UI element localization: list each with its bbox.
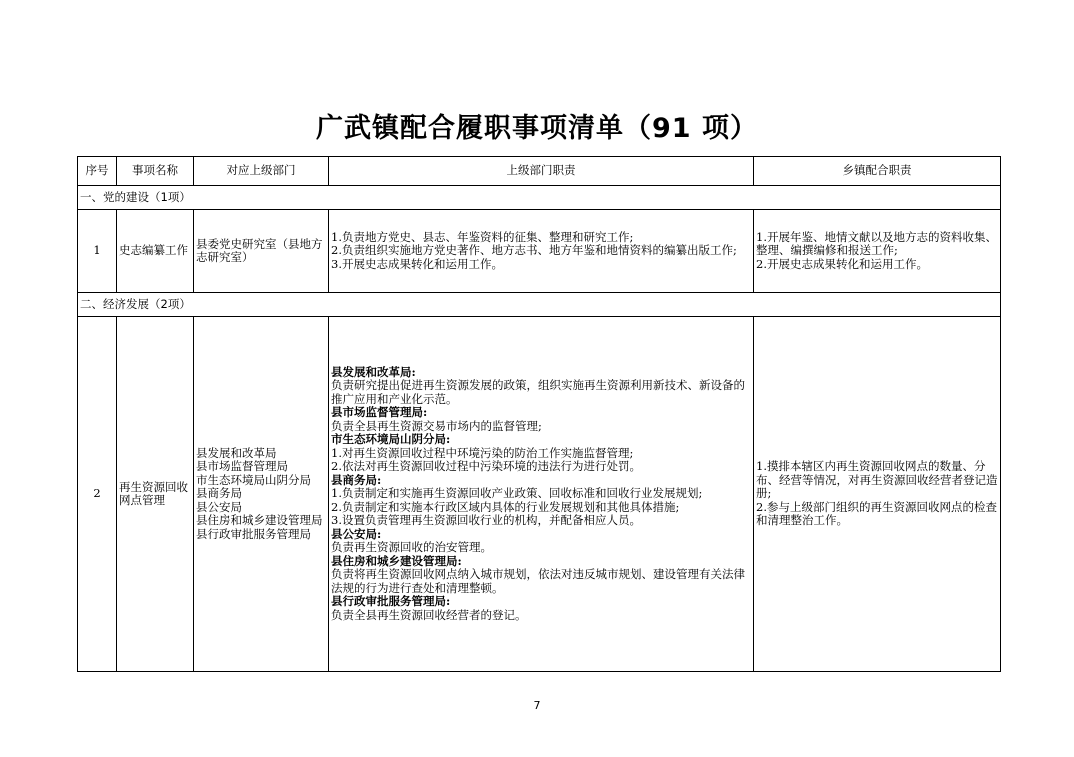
- duty-table: [77, 156, 1001, 672]
- section-row: [78, 293, 1001, 317]
- section-title: 二、经济发展（2项）: [78, 293, 1001, 317]
- item-name: 史志编纂工作: [117, 210, 194, 293]
- duty-dept-heading: 县行政审批服务管理局:: [331, 594, 451, 609]
- duty-line: 1.开展年鉴、地情文献以及地方志的资料收集、整理、编撰编修和报送工作;: [756, 229, 997, 258]
- duty-line: 2.参与上级部门组织的再生资源回收网点的检查和清理整治工作。: [756, 499, 997, 528]
- duty-line: 2.负责组织实施地方党史著作、地方志书、地方年鉴和地情资料的编纂出版工作;: [331, 243, 737, 258]
- duty-dept-heading: 县公安局:: [331, 526, 382, 541]
- duty-line: 负责将再生资源回收网点纳入城市规划，依法对违反城市规划、建设管理有关法律法规的行为进行查处和清理整顿。: [331, 567, 745, 595]
- duty-line: 1.负责制定和实施再生资源回收产业政策、回收标准和回收行业发展规划;: [331, 486, 703, 501]
- header-upper-duty: 上级部门职责: [329, 157, 754, 186]
- duty-dept-heading: 县发展和改革局:: [331, 364, 416, 379]
- duty-line: 负责再生资源回收的治安管理。: [331, 540, 492, 555]
- dept-cell: 县发展和改革局 县市场监督管理局 市生态环境局山阴分局 县商务局 县公安局 县住房和城乡建设管理局 县行政审批服务管理局: [194, 317, 329, 672]
- duty-dept-heading: 县商务局:: [331, 472, 382, 487]
- header-town-duty: 乡镇配合职责: [754, 157, 1001, 186]
- item-name: 再生资源回收网点管理: [117, 317, 194, 672]
- duty-line: 1.负责地方党史、县志、年鉴资料的征集、整理和研究工作;: [331, 229, 634, 244]
- duty-line: 1.对再生资源回收过程中环境污染的防治工作实施监督管理;: [331, 445, 634, 460]
- header-name: 事项名称: [117, 157, 194, 186]
- duty-line: 负责全县再生资源回收经营者的登记。: [331, 607, 527, 622]
- duty-dept-heading: 市生态环境局山阴分局:: [331, 432, 451, 447]
- duty-line: 负责全县再生资源交易市场内的监督管理;: [331, 418, 542, 433]
- duty-line: 2.依法对再生资源回收过程中污染环境的违法行为进行处罚。: [331, 459, 641, 474]
- upper-duty-cell: [329, 210, 754, 293]
- duty-line: 3.开展史志成果转化和运用工作。: [331, 256, 503, 271]
- table-row: [78, 210, 1001, 293]
- dept-cell: 县委党史研究室（县地方志研究室）: [194, 210, 329, 293]
- section-row: [78, 186, 1001, 210]
- section-title: 一、党的建设（1项）: [78, 186, 1001, 210]
- row-seq: 2: [78, 317, 117, 672]
- duty-line: 1.摸排本辖区内再生资源回收网点的数量、分布、经营等情况，对再生资源回收经营者登记造册;: [756, 459, 998, 501]
- table-body: [78, 186, 1001, 672]
- town-duty-cell: [754, 210, 1001, 293]
- duty-line: 2.开展史志成果转化和运用工作。: [756, 256, 928, 271]
- page-title: 广武镇配合履职事项清单（91 项）: [316, 113, 758, 144]
- duty-dept-heading: 县市场监督管理局:: [331, 405, 428, 420]
- table-row: [78, 317, 1001, 672]
- town-duty-cell: [754, 317, 1001, 672]
- header-dept: 对应上级部门: [194, 157, 329, 186]
- upper-duty-cell: [329, 317, 754, 672]
- duty-line: 2.负责制定和实施本行政区域内具体的行业发展规划和其他具体措施;: [331, 499, 680, 514]
- duty-dept-heading: 县住房和城乡建设管理局:: [331, 553, 462, 568]
- row-seq: 1: [78, 210, 117, 293]
- duty-line: 负责研究提出促进再生资源发展的政策，组织实施再生资源利用新技术、新设备的推广应用和产业化示范。: [331, 378, 745, 406]
- page-number: 7: [533, 699, 541, 712]
- duty-line: 3.设置负责管理再生资源回收行业的机构，并配备相应人员。: [331, 513, 641, 528]
- header-seq: 序号: [78, 157, 117, 186]
- table-header-row: [78, 157, 1001, 186]
